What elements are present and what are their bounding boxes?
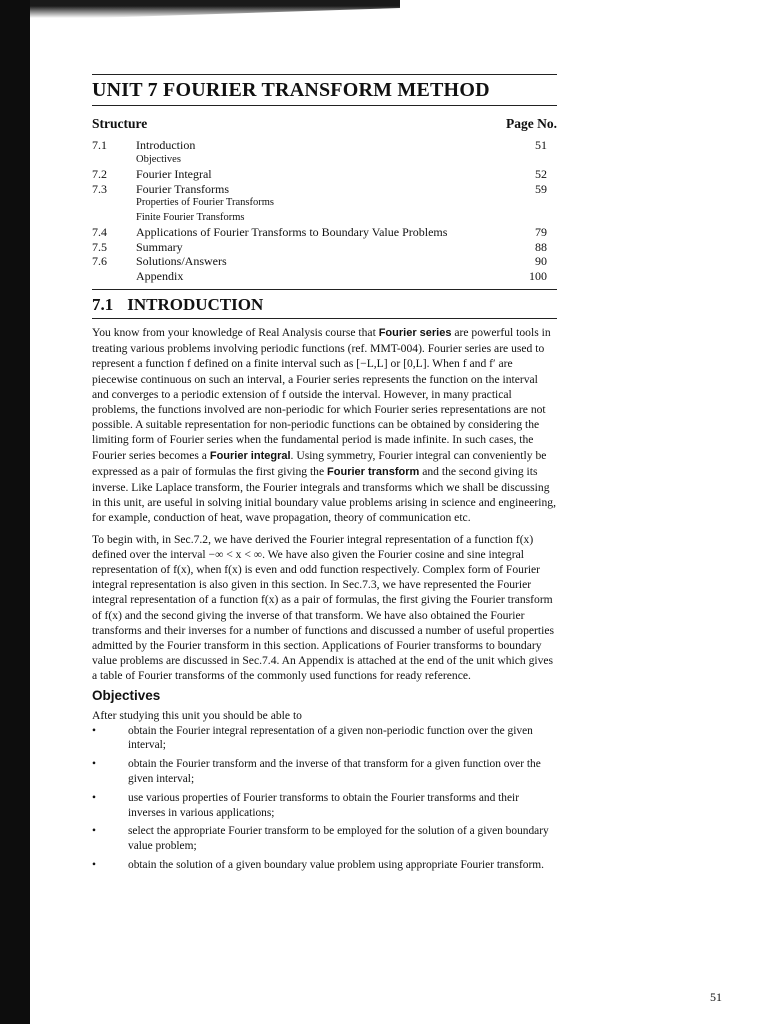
toc-text: Fourier Integral xyxy=(136,167,212,181)
toc-text: Finite Fourier Transforms xyxy=(136,211,245,223)
para1-text-a: You know from your knowledge of Real Analysis course that xyxy=(92,326,379,339)
section-number: 7.1 xyxy=(92,295,114,314)
toc-text: Appendix xyxy=(136,268,184,283)
toc-row xyxy=(92,182,557,197)
scan-top-shadow xyxy=(30,0,400,20)
toc-row xyxy=(92,269,557,284)
toc-text: Fourier Transforms xyxy=(136,181,230,196)
section-bottom-rule xyxy=(92,318,557,319)
toc-num: 7.6 xyxy=(92,254,107,268)
objectives-heading: Objectives xyxy=(92,687,161,703)
toc-page xyxy=(507,196,557,211)
toc-row xyxy=(92,167,557,182)
structure-heading: Structure xyxy=(92,116,148,131)
section-top-rule xyxy=(92,289,557,290)
toc-row xyxy=(92,254,557,269)
page-no-heading: Page No. xyxy=(506,116,557,131)
toc-text: Properties of Fourier Transforms xyxy=(136,197,274,208)
section-title: INTRODUCTION xyxy=(127,295,264,314)
structure-header xyxy=(92,116,557,132)
toc-row xyxy=(92,225,557,240)
toc-num: 7.4 xyxy=(92,225,107,239)
para1-bold-fourier-series: Fourier series xyxy=(378,327,452,339)
toc-num: 7.1 xyxy=(92,138,107,152)
toc-num xyxy=(92,153,136,168)
objective-item: • obtain the Fourier transform and the inverse of that transform for a given function over the given interval; xyxy=(92,757,557,787)
toc-row xyxy=(92,138,557,153)
para1-bold-fourier-integral: Fourier integral xyxy=(209,449,291,462)
objective-item: • obtain the Fourier integral representation of a given non-periodic function over the given interval; xyxy=(92,724,557,754)
toc-page xyxy=(507,211,557,226)
table-of-contents xyxy=(92,138,557,283)
page-number: 51 xyxy=(710,990,722,1004)
toc-text: Summary xyxy=(136,239,183,254)
toc-text: Objectives xyxy=(136,153,181,165)
toc-page: 100 xyxy=(529,268,547,283)
toc-num xyxy=(92,211,136,226)
intro-paragraph-2: To begin with, in Sec.7.2, we have derived the Fourier integral representation of a function f(x) defined over the interval −∞ < x < ∞. We have also given the Fourier cosine and sine integral representation of f(x), when f(x) is even and odd function respectively. Complex form of Fourier integral representation is also given in this section. In Sec.7.3, we have represented the Fourier integral representation of a function f(x) as a pair of formulas, the first giving the Fourier transform of f(x) and the second giving the inverse of that transform. We have also obtained the Fourier transforms and their inverses for a number of functions and discussed a number of useful properties admitted by the Fourier transform in this section. Applications of Fourier transforms to boundary value problems are discussed in Sec.7.4. An Appendix is attached at the end of the unit which gives a table of Fourier transforms of the commonly used functions for ready reference. xyxy=(92,532,555,683)
toc-num: 7.2 xyxy=(92,167,107,181)
toc-page: 52 xyxy=(535,167,547,181)
toc-page: 88 xyxy=(535,239,547,254)
objectives-intro: After studying this unit you should be able to xyxy=(92,708,302,722)
scan-binding-edge xyxy=(0,0,30,1024)
section-heading xyxy=(92,295,557,315)
para1-text-c: are powerful tools in treating various problems involving periodic functions (ref. MMT-004). Fourier series are used to represent a function f defined on a finite interval such as [−L,L] or [0,L]. When f and f′ are piecewise continuous on such an interval, a Fourier series represents the function on the interval and converges to a periodic extension of f outside the interval. However, in many practical problems, the functions involved are non-periodic for which Fourier series representations are not possible. A suitable representation for non-periodic functions can be obtained by considering the limiting form of Fourier series when the fundamental period is made infinite. In such cases, the Fourier series becomes a xyxy=(92,326,551,462)
toc-page: 90 xyxy=(535,254,547,268)
toc-text: Solutions/Answers xyxy=(136,254,227,268)
title-bottom-rule xyxy=(92,105,557,106)
objective-item: • obtain the solution of a given boundary value problem using appropriate Fourier transform. xyxy=(92,858,557,873)
toc-num xyxy=(92,196,136,211)
toc-row xyxy=(92,153,557,168)
toc-page: 59 xyxy=(535,181,547,196)
para1-text-d: . Using symmetry, Fourier integral can conveniently be expressed as a pair of formulas the first giving the xyxy=(92,448,547,478)
toc-page xyxy=(507,153,557,168)
toc-row xyxy=(92,240,557,255)
document-page xyxy=(92,74,557,877)
objective-item: • use various properties of Fourier transforms to obtain the Fourier transforms and their inverses in various applications; xyxy=(92,791,557,821)
unit-title: UNIT 7 FOURIER TRANSFORM METHOD xyxy=(92,79,490,101)
toc-num: 7.5 xyxy=(92,239,107,254)
title-top-rule xyxy=(92,74,557,75)
intro-paragraph-1 xyxy=(92,325,557,526)
para1-bold-fourier-transform: Fourier transform xyxy=(327,465,420,478)
toc-num xyxy=(92,269,136,284)
objective-item: • select the appropriate Fourier transform to be employed for the solution of a given boundary value problem; xyxy=(92,824,557,854)
toc-page: 51 xyxy=(535,138,547,152)
toc-num: 7.3 xyxy=(92,181,107,196)
toc-text: Applications of Fourier Transforms to Boundary Value Problems xyxy=(136,225,448,239)
toc-page: 79 xyxy=(535,225,547,239)
toc-text: Introduction xyxy=(136,138,196,152)
para1-text-e: and the second giving its inverse. Like Laplace transform, the Fourier integrals and transforms which we shall be discussing in this unit, are useful in solving initial boundary value problems arising in science and engineering, for example, conduction of heat, wave propagation, theory of communication etc. xyxy=(92,464,556,525)
toc-row xyxy=(92,211,557,226)
objectives-list xyxy=(92,724,557,873)
toc-row xyxy=(92,196,557,211)
